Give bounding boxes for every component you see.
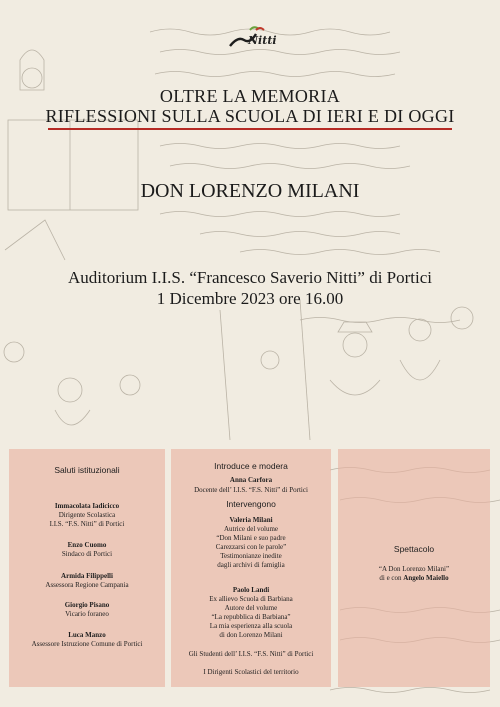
speaker-role: Vicario foraneo [65,610,109,618]
speaker-detail: Ex allievo Scuola di Barbiana [209,595,293,603]
moderator-heading: Introduce e modera [214,461,288,471]
moderator-name: Anna Carfora [229,476,273,484]
closing-line: I Dirigenti Scolastici del territorio [203,668,299,676]
speaker-name: Luca Manzo [68,631,106,639]
title-line-1: OLTRE LA MEMORIA [159,86,341,106]
speaker-name: Valeria Milani [229,516,273,524]
speaker-role: Dirigente Scolastica [58,511,116,519]
speaker-detail: Autrice del volume [223,525,279,533]
speaker-detail: La mia esperienza alla scuola [209,622,293,630]
event-datetime: 1 Dicembre 2023 ore 16.00 [156,289,344,308]
speaker-detail: “Don Milani e suo padre [216,534,286,542]
speaker-role: Assessora Regione Campania [45,581,129,589]
speaker-detail: Autore del volume [224,604,278,612]
speakers-heading: Intervengono [226,499,276,509]
show-title: “A Don Lorenzo Milani” [378,565,450,573]
speaker-detail: dagli archivi di famiglia [217,561,285,569]
closing-line: Gli Studenti dell’ I.I.S. “F.S. Nitti” di Portici [188,650,314,658]
moderator-role: Docente dell’ I.I.S. “F.S. Nitti” di Portici [194,486,308,494]
show-author [338,574,490,582]
speaker-role: I.I.S. “F.S. Nitti” di Portici [49,520,125,528]
speaker-name: Armida Filippelli [61,572,113,580]
speaker-name: Immacolata Iadicicco [54,502,120,510]
speaker-role: Sindaco di Portici [61,550,113,558]
speaker-detail: di don Lorenzo Milani [219,631,283,639]
panel-saluti [9,449,165,687]
spettacolo-heading: Spettacolo [393,544,435,554]
speaker-detail: Carezzarsi con le parole” [215,543,287,551]
speaker-detail: “La repubblica di Barbiana” [211,613,291,621]
saluti-heading: Saluti istituzionali [54,465,120,475]
title-line-2: RIFLESSIONI SULLA SCUOLA DI IERI E DI OGGI [45,106,455,126]
title-divider [48,128,452,130]
speaker-name: Giorgio Pisano [64,601,110,609]
logo-text: Nitti [248,34,277,47]
show-author-prefix: di e con [379,574,402,582]
speaker-name: Paolo Landi [232,586,270,594]
speaker-detail: Testimonianze inedite [220,552,282,560]
event-venue: Auditorium I.I.S. “Francesco Saverio Nitti” di Portici [67,268,432,287]
show-author-name: Angelo Maiello [403,574,449,582]
speaker-name: Enzo Cuomo [67,541,107,549]
event-subject: DON LORENZO MILANI [140,180,360,202]
speaker-role: Assessore Istruzione Comune di Portici [31,640,143,648]
